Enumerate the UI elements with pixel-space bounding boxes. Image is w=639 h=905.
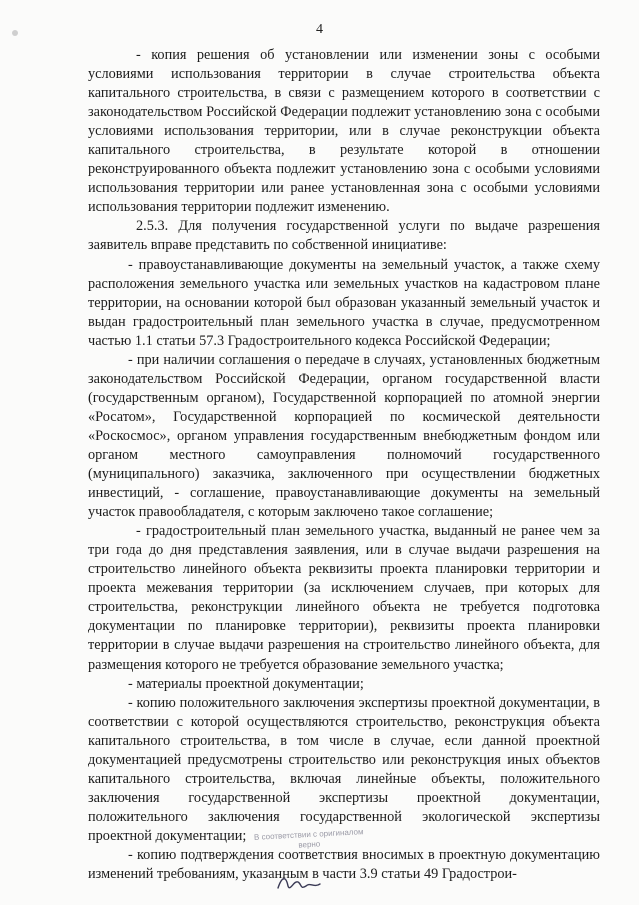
paragraph-project-materials: - материалы проектной документации;	[128, 675, 364, 692]
paragraph-land-title-documents: - правоустанавливающие документы на земельный участок, а также схему расположения земельного участка или земельных участков на кадастровом плане территории, на основании которой был образован указанный земельный участок и выдан градостроительный план земельного участка в случае, предусмотренном частью 1.1 статьи 57.3 Градостроительного кодекса Российской Федерации;	[88, 256, 600, 349]
page-number: 4	[316, 22, 323, 37]
paragraph-compliance-confirmation: - копию подтверждения соответствия вносимых в проектную документацию изменений требованиям, указанным в части 3.9 статьи 49 Градострои-	[88, 846, 600, 883]
document-body	[88, 46, 600, 884]
paragraph-expert-conclusion: - копию положительного заключения экспертизы проектной документации, в соответствии с которой осуществляются строительство, реконструкция объекта капитального строительства, в том числе в случае, если данной проектной документацией предусмотрены строительство или реконструкция иных объектов капитального строительства, включая линейные объекты, положительного заключения государственной экспертизы проектной документации, положительного заключения государственной экологической экспертизы проектной документации;	[88, 694, 600, 844]
paragraph-transfer-agreement: - при наличии соглашения о передаче в случаях, установленных бюджетным законодательством Российской Федерации, органом государственной власти (государственным органом), Государственной корпорацией по атомной энергии «Росатом», Государственной корпорацией по космической деятельности «Роскосмос», органом управления государственным внебюджетным фондом или органом местного самоуправления полномочий государственного (муниципального) заказчика, заключенного при осуществлении бюджетных инвестиций, - соглашение, правоустанавливающие документы на земельный участок правообладателя, с которым заключено такое соглашение;	[88, 351, 600, 521]
paragraph-urban-plan: - градостроительный план земельного участка, выданный не ранее чем за три года до дня представления заявления, или в случае выдачи разрешения на строительство линейного объекта реквизиты проекта планировки территории и проекта межевания территории (за исключением случаев, при которых для строительства, реконструкции линейного объекта не требуется подготовка документации по планировке территории), реквизиты проекта планировки территории в случае выдачи разрешения на строительство линейного объекта, для размещения которого не требуется образование земельного участка;	[88, 523, 600, 673]
stamp-line: В соответствии с оригиналом	[253, 827, 364, 842]
stamp-line: верно	[298, 839, 321, 850]
handwritten-signature	[270, 870, 330, 896]
paragraph-section-2-5-3: 2.5.3. Для получения государственной услуги по выдаче разрешения заявитель вправе представить по собственной инициативе:	[88, 218, 600, 254]
paragraph-zone-decision: - копия решения об установлении или изменении зоны с особыми условиями использования территории в случае строительства объекта капитального строительства, в связи с размещением которого в соответствии с законодательством Российской Федерации подлежит установлению зона с особыми условиями использования территории, или в случае реконструкции объекта капитального строительства, в результате которой в отношении реконструированного объекта подлежит установлению зона с особыми условиями использования территории или ранее установленная зона с особыми условиями использования территории подлежит изменению.	[88, 47, 600, 216]
